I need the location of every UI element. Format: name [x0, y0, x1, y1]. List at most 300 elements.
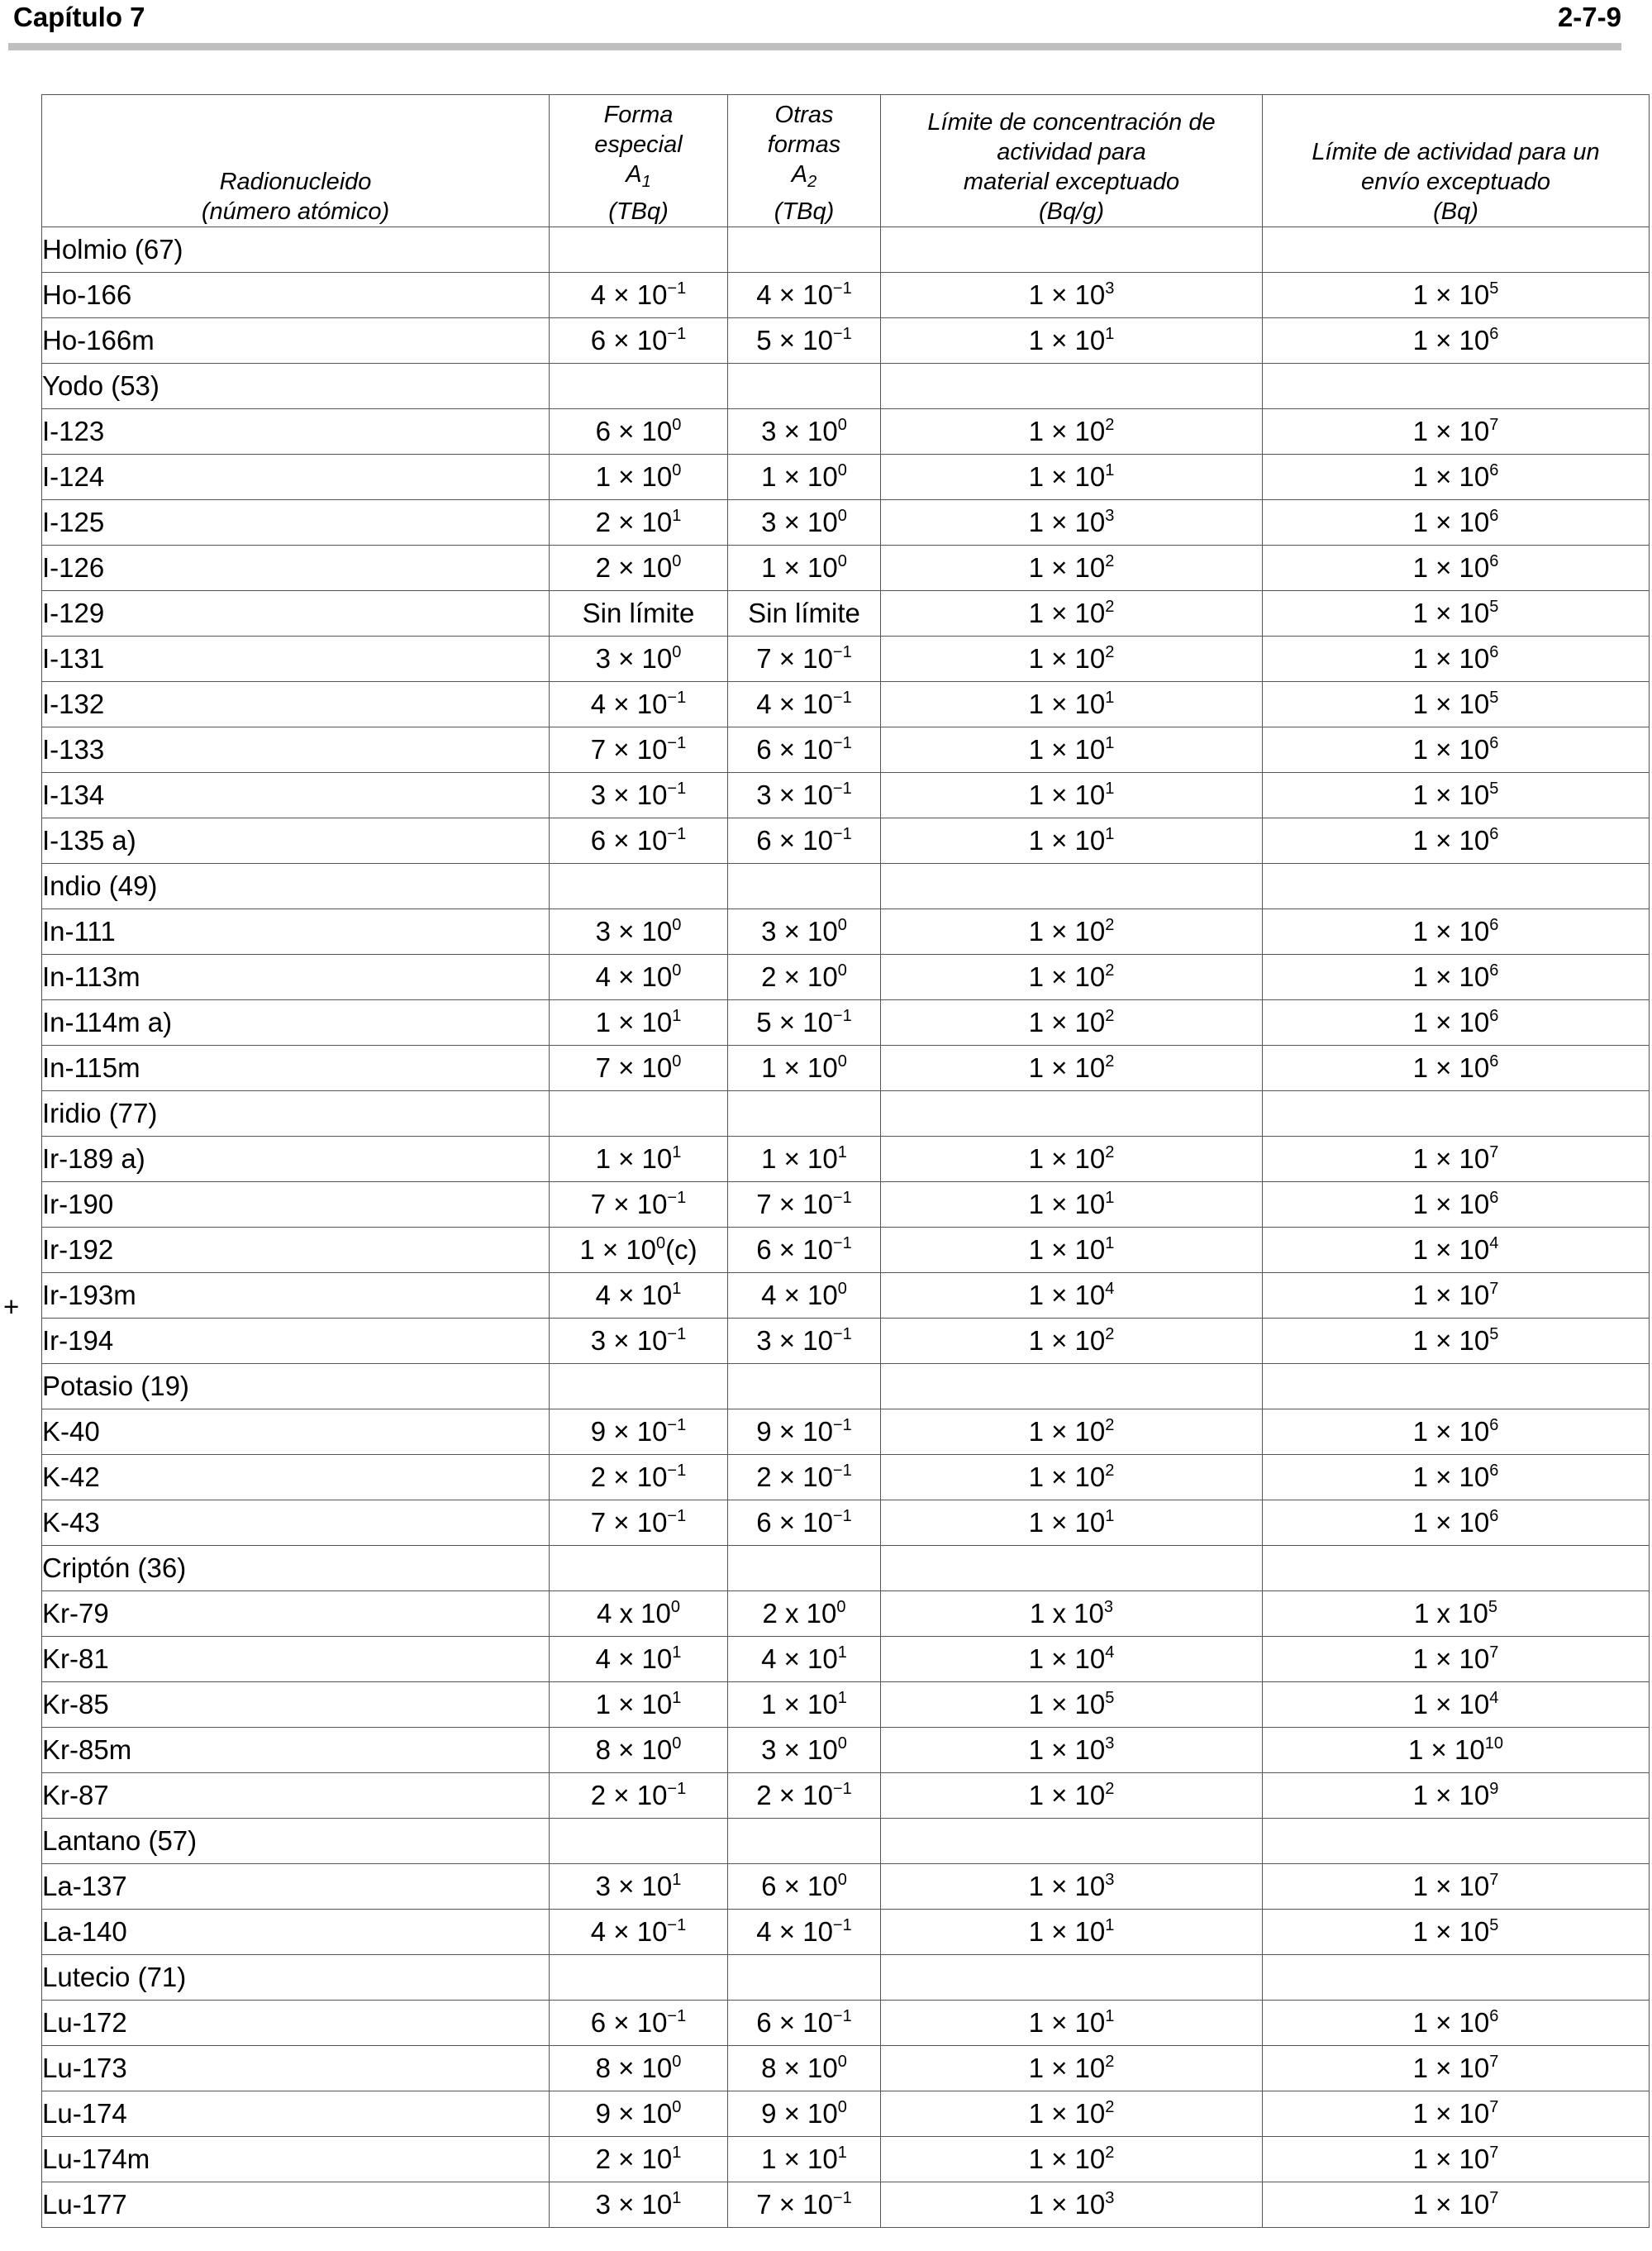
empty-cell: [728, 1364, 881, 1409]
table-row: [42, 2091, 1650, 2137]
value-exponent: −1: [832, 1507, 852, 1525]
radionuclide-table: [41, 94, 1650, 2228]
value-mantissa: 4 × 10: [756, 279, 833, 310]
a2-cell: [728, 773, 881, 818]
value-exponent: −1: [667, 689, 687, 707]
activity-cell: [1263, 455, 1650, 500]
value-exponent: 7: [1489, 2189, 1499, 2207]
empty-cell: [1263, 1819, 1650, 1864]
value-exponent: 6: [1489, 1462, 1499, 1480]
value-mantissa: 1 × 10: [1028, 2098, 1106, 2129]
empty-cell: [728, 364, 881, 409]
value-exponent: −1: [832, 2189, 852, 2207]
value-footnote: (c): [665, 1234, 697, 1265]
concentration-cell: [881, 1046, 1263, 1091]
concentration-cell: [881, 1000, 1263, 1046]
radionuclide-cell: I-124: [42, 455, 550, 500]
value-exponent: −1: [832, 734, 852, 752]
a1-cell: [550, 1500, 728, 1546]
a2-cell: [728, 909, 881, 955]
value-exponent: −1: [832, 1234, 852, 1252]
activity-cell: [1263, 2091, 1650, 2137]
concentration-cell: [881, 727, 1263, 773]
radionuclide-cell: Ir-193m: [42, 1273, 550, 1319]
table-row: [42, 2046, 1650, 2091]
value-mantissa: 1 × 10: [1412, 643, 1490, 674]
radionuclide-cell: La-140: [42, 1910, 550, 1955]
table-row: [42, 1273, 1650, 1319]
concentration-cell: [881, 1682, 1263, 1728]
radionuclide-cell: In-113m: [42, 955, 550, 1000]
concentration-cell: [881, 1409, 1263, 1455]
value-exponent: 0: [837, 461, 847, 479]
value-mantissa: 1 × 10: [1412, 1280, 1490, 1310]
value-exponent: −1: [667, 1507, 687, 1525]
value-exponent: −1: [832, 279, 852, 298]
value-mantissa: 1 × 10: [1412, 1507, 1490, 1538]
table-row: [42, 591, 1650, 637]
value-exponent: 6: [1489, 1416, 1499, 1434]
value-mantissa: 7 × 10: [590, 1189, 668, 1219]
value-exponent: 2: [1105, 1462, 1115, 1480]
table-row: [42, 1182, 1650, 1228]
radionuclide-cell: I-133: [42, 727, 550, 773]
table-row: [42, 1137, 1650, 1182]
value-mantissa: 1 × 10: [1028, 1871, 1106, 1901]
value-exponent: 0: [672, 416, 682, 434]
empty-cell: [728, 1091, 881, 1137]
value-mantissa: 1 × 10: [1412, 2189, 1490, 2220]
radionuclide-cell: Lu-177: [42, 2182, 550, 2228]
activity-cell: [1263, 1637, 1650, 1682]
a2-cell: [728, 546, 881, 591]
value-exponent: 1: [672, 1280, 682, 1298]
value-exponent: 0: [837, 1734, 847, 1753]
concentration-cell: [881, 1182, 1263, 1228]
concentration-cell: [881, 2091, 1263, 2137]
value-mantissa: 1 × 10: [1412, 689, 1490, 719]
col-header-concentration-limit: Límite de concentración de actividad para material exceptuado (Bq/g): [881, 95, 1263, 227]
value-mantissa: 1 × 10: [1028, 1325, 1106, 1356]
a2-cell: [728, 727, 881, 773]
value-mantissa: 1 × 10: [1028, 1916, 1106, 1947]
empty-cell: [881, 1819, 1263, 1864]
value-mantissa: 1 × 10: [1028, 2144, 1106, 2174]
empty-cell: [550, 1819, 728, 1864]
value-exponent: 0: [837, 1280, 847, 1298]
value-mantissa: 1 × 10: [1028, 1280, 1106, 1310]
value-exponent: 7: [1489, 2053, 1499, 2071]
radionuclide-cell: I-123: [42, 409, 550, 455]
value-mantissa: 1 × 10: [1412, 2007, 1490, 2038]
value-exponent: 6: [1489, 825, 1499, 843]
a2-cell: [728, 2091, 881, 2137]
value-exponent: 6: [1489, 507, 1499, 525]
value-exponent: 0: [672, 1734, 682, 1753]
table-row: [42, 1409, 1650, 1455]
activity-cell: [1263, 1228, 1650, 1273]
value-mantissa: 1 × 10: [1028, 916, 1106, 947]
empty-cell: [1263, 1364, 1650, 1409]
a1-cell: [550, 1773, 728, 1819]
table-row: [42, 1228, 1650, 1273]
table-row: [42, 1637, 1650, 1682]
value-exponent: 1: [837, 1643, 847, 1662]
col-header-other-forms-a2: Otras formas $A_2$ (TBq): [728, 95, 881, 227]
table-row: [42, 1046, 1650, 1091]
empty-cell: [550, 864, 728, 909]
value-mantissa: 1 × 10: [1412, 325, 1490, 355]
concentration-cell: [881, 1273, 1263, 1319]
activity-cell: [1263, 2137, 1650, 2182]
concentration-cell: [881, 909, 1263, 955]
value-mantissa: 3 × 10: [590, 780, 668, 810]
a1-cell: [550, 2046, 728, 2091]
value-exponent: −1: [667, 279, 687, 298]
value-mantissa: 1 × 10: [1028, 1234, 1106, 1265]
concentration-cell: [881, 2182, 1263, 2228]
table-row: [42, 727, 1650, 773]
value-mantissa: 1 × 10: [1028, 961, 1106, 992]
value-mantissa: 3 × 10: [595, 643, 673, 674]
radionuclide-cell: In-111: [42, 909, 550, 955]
value-mantissa: 9 × 10: [590, 1416, 668, 1447]
a2-cell: [728, 1137, 881, 1182]
a2-cell: [728, 2001, 881, 2046]
radionuclide-cell: I-131: [42, 637, 550, 682]
element-group-label: Yodo (53): [42, 364, 550, 409]
a2-cell: [728, 318, 881, 364]
concentration-cell: [881, 500, 1263, 546]
value-exponent: 0: [672, 2098, 682, 2116]
value-mantissa: 9 × 10: [756, 1416, 833, 1447]
value-exponent: −1: [832, 1189, 852, 1207]
value-mantissa: 1 × 10: [1412, 1416, 1490, 1447]
empty-cell: [550, 1546, 728, 1591]
value-exponent: 0: [672, 2053, 682, 2071]
value-exponent: 1: [1105, 825, 1115, 843]
empty-cell: [881, 1364, 1263, 1409]
value-exponent: 2: [1105, 961, 1115, 980]
value-mantissa: 6 × 10: [595, 416, 673, 446]
table-row: [42, 818, 1650, 864]
value-mantissa: 3 × 10: [761, 916, 838, 947]
value-exponent: 0: [837, 1871, 847, 1889]
value-mantissa: 7 × 10: [590, 1507, 668, 1538]
value-mantissa: 5 × 10: [756, 325, 833, 355]
activity-cell: [1263, 546, 1650, 591]
value-mantissa: 1 × 10: [1412, 916, 1490, 947]
a1-cell: [550, 318, 728, 364]
value-mantissa: 5 × 10: [756, 1007, 833, 1037]
table-row: [42, 1910, 1650, 1955]
activity-cell: [1263, 1000, 1650, 1046]
a1-cell: [550, 818, 728, 864]
page-header: [13, 0, 1621, 38]
a1-cell: [550, 273, 728, 318]
value-exponent: 1: [1105, 1189, 1115, 1207]
table-row: [42, 1000, 1650, 1046]
value-mantissa: Sin límite: [748, 598, 860, 628]
value-exponent: 1: [837, 2144, 847, 2162]
element-group-label: Criptón (36): [42, 1546, 550, 1591]
table-row: [42, 1682, 1650, 1728]
value-exponent: 2: [1105, 416, 1115, 434]
a1-cell: [550, 1728, 728, 1773]
value-mantissa: 1 × 10: [1028, 2007, 1106, 2038]
radionuclide-cell: Lu-174m: [42, 2137, 550, 2182]
value-mantissa: 1 × 10: [1028, 825, 1106, 856]
empty-cell: [1263, 1091, 1650, 1137]
activity-cell: [1263, 1182, 1650, 1228]
value-mantissa: 6 × 10: [590, 825, 668, 856]
value-mantissa: 1 × 10: [1028, 780, 1106, 810]
value-exponent: 6: [1489, 1189, 1499, 1207]
value-exponent: 7: [1489, 1871, 1499, 1889]
table-row: [42, 637, 1650, 682]
value-mantissa: 1 × 10: [1412, 1462, 1490, 1492]
value-mantissa: 4 × 10: [761, 1643, 838, 1674]
value-mantissa: 4 x 10: [596, 1598, 671, 1629]
a1-cell: [550, 909, 728, 955]
value-exponent: 1: [672, 507, 682, 525]
empty-cell: [550, 1955, 728, 2001]
value-exponent: 2: [1105, 1416, 1115, 1434]
value-mantissa: 6 × 10: [756, 2007, 833, 2038]
element-group-label: Potasio (19): [42, 1364, 550, 1409]
activity-cell: [1263, 1455, 1650, 1500]
concentration-cell: [881, 2046, 1263, 2091]
concentration-cell: [881, 1228, 1263, 1273]
value-mantissa: 2 × 10: [590, 1780, 668, 1810]
empty-cell: [881, 364, 1263, 409]
radionuclide-cell: In-114m a): [42, 1000, 550, 1046]
value-exponent: 2: [1105, 916, 1115, 934]
value-mantissa: 1 × 10: [1028, 689, 1106, 719]
value-mantissa: 1 × 10: [761, 461, 838, 492]
value-exponent: 2: [1105, 2098, 1115, 2116]
value-mantissa: 3 × 10: [590, 1325, 668, 1356]
value-exponent: 1: [1105, 734, 1115, 752]
value-exponent: 5: [1489, 598, 1499, 616]
concentration-cell: [881, 818, 1263, 864]
value-mantissa: 1 × 10: [761, 2144, 838, 2174]
value-mantissa: 4 × 10: [590, 279, 668, 310]
value-mantissa: 1 × 10: [1028, 643, 1106, 674]
activity-cell: [1263, 1910, 1650, 1955]
value-exponent: 1: [1105, 325, 1115, 343]
value-mantissa: 3 × 10: [595, 1871, 673, 1901]
activity-cell: [1263, 2001, 1650, 2046]
value-mantissa: 2 × 10: [756, 1462, 833, 1492]
a2-cell: [728, 818, 881, 864]
value-exponent: 0: [837, 507, 847, 525]
a2-cell: [728, 1182, 881, 1228]
value-exponent: 1: [1105, 461, 1115, 479]
value-mantissa: 6 × 10: [756, 825, 833, 856]
value-mantissa: 3 × 10: [595, 2189, 673, 2220]
value-exponent: 0: [670, 1598, 681, 1616]
activity-cell: [1263, 1682, 1650, 1728]
radionuclide-cell: Ir-192: [42, 1228, 550, 1273]
element-group-row: [42, 1091, 1650, 1137]
a2-cell: [728, 1409, 881, 1455]
value-exponent: 1: [672, 1689, 682, 1707]
chapter-title: Capítulo 7: [13, 2, 145, 32]
radionuclide-cell: Ho-166m: [42, 318, 550, 364]
a2-cell: [728, 1773, 881, 1819]
value-exponent: 7: [1489, 2098, 1499, 2116]
value-exponent: −1: [667, 1916, 687, 1934]
value-exponent: 5: [1489, 1916, 1499, 1934]
empty-cell: [728, 1546, 881, 1591]
value-mantissa: 1 × 10: [1408, 1734, 1485, 1765]
table-header-row: [42, 95, 1650, 227]
value-exponent: −1: [832, 825, 852, 843]
activity-cell: [1263, 1728, 1650, 1773]
value-exponent: 2: [1105, 643, 1115, 661]
value-exponent: −1: [667, 1462, 687, 1480]
value-mantissa: 2 × 10: [595, 2144, 673, 2174]
value-exponent: 6: [1489, 2007, 1499, 2025]
value-exponent: 6: [1489, 643, 1499, 661]
value-exponent: 0: [837, 1052, 847, 1071]
table-row: [42, 500, 1650, 546]
value-exponent: 0: [837, 916, 847, 934]
value-mantissa: 2 × 10: [595, 507, 673, 537]
a2-cell: [728, 2137, 881, 2182]
value-exponent: 3: [1105, 279, 1115, 298]
activity-cell: [1263, 909, 1650, 955]
value-exponent: −1: [667, 2007, 687, 2025]
a2-cell: [728, 591, 881, 637]
value-exponent: 2: [1105, 1143, 1115, 1161]
a1-cell: [550, 637, 728, 682]
activity-cell: [1263, 773, 1650, 818]
a2-cell: [728, 1728, 881, 1773]
table-row: [42, 1728, 1650, 1773]
value-exponent: 6: [1489, 734, 1499, 752]
concentration-cell: [881, 546, 1263, 591]
value-mantissa: 7 × 10: [595, 1052, 673, 1083]
a2-cell: [728, 1228, 881, 1273]
empty-cell: [550, 1364, 728, 1409]
value-mantissa: 2 × 10: [595, 552, 673, 583]
value-exponent: 1: [1105, 1234, 1115, 1252]
activity-cell: [1263, 273, 1650, 318]
a2-cell: [728, 1682, 881, 1728]
empty-cell: [881, 864, 1263, 909]
value-mantissa: 1 × 10: [1028, 2189, 1106, 2220]
element-group-label: Indio (49): [42, 864, 550, 909]
value-exponent: 5: [1105, 1689, 1115, 1707]
value-exponent: 1: [1105, 780, 1115, 798]
value-exponent: −1: [832, 1416, 852, 1434]
value-mantissa: 1 × 10: [1412, 2053, 1490, 2083]
value-exponent: −1: [832, 1780, 852, 1798]
value-mantissa: 1 × 10: [1412, 1007, 1490, 1037]
a2-cell: [728, 682, 881, 727]
activity-cell: [1263, 409, 1650, 455]
value-exponent: −1: [667, 780, 687, 798]
concentration-cell: [881, 409, 1263, 455]
value-exponent: 7: [1489, 416, 1499, 434]
value-mantissa: 1 × 10: [761, 1052, 838, 1083]
value-exponent: 1: [672, 1143, 682, 1161]
concentration-cell: [881, 773, 1263, 818]
empty-cell: [550, 227, 728, 273]
value-exponent: 0: [837, 552, 847, 570]
table-row: [42, 682, 1650, 727]
table-body: [42, 227, 1650, 2228]
value-mantissa: 1 × 10: [1028, 552, 1106, 583]
value-exponent: −1: [667, 1416, 687, 1434]
value-exponent: 0: [837, 2053, 847, 2071]
value-exponent: 0: [837, 961, 847, 980]
value-mantissa: 1 × 10: [595, 461, 673, 492]
value-exponent: 1: [672, 1643, 682, 1662]
value-exponent: 0: [836, 1598, 846, 1616]
value-mantissa: 1 × 10: [1028, 279, 1106, 310]
value-exponent: 3: [1105, 1871, 1115, 1889]
value-mantissa: 1 × 10: [579, 1234, 657, 1265]
activity-cell: [1263, 818, 1650, 864]
a1-cell: [550, 455, 728, 500]
table-row: [42, 1864, 1650, 1910]
a1-cell: [550, 1455, 728, 1500]
radionuclide-cell: I-126: [42, 546, 550, 591]
value-mantissa: 1 × 10: [1028, 416, 1106, 446]
value-exponent: 1: [672, 1007, 682, 1025]
a1-cell: [550, 1046, 728, 1091]
a1-cell: [550, 591, 728, 637]
activity-cell: [1263, 1409, 1650, 1455]
table-row: [42, 409, 1650, 455]
value-mantissa: 4 × 10: [595, 1643, 673, 1674]
value-exponent: 2: [1105, 598, 1115, 616]
activity-cell: [1263, 727, 1650, 773]
a1-cell: [550, 1319, 728, 1364]
radionuclide-cell: Ir-189 a): [42, 1137, 550, 1182]
value-mantissa: 6 × 10: [756, 1234, 833, 1265]
value-mantissa: 1 × 10: [1412, 2098, 1490, 2129]
table-row: [42, 318, 1650, 364]
value-exponent: −1: [667, 734, 687, 752]
value-mantissa: 1 × 10: [595, 1007, 673, 1037]
value-exponent: 1: [1105, 1916, 1115, 1934]
element-group-row: [42, 1364, 1650, 1409]
empty-cell: [728, 1955, 881, 2001]
activity-cell: [1263, 1500, 1650, 1546]
value-mantissa: 1 × 10: [1028, 1416, 1106, 1447]
concentration-cell: [881, 1319, 1263, 1364]
value-mantissa: 1 × 10: [1028, 1007, 1106, 1037]
a1-cell: [550, 682, 728, 727]
value-mantissa: 3 × 10: [761, 507, 838, 537]
value-mantissa: 9 × 10: [595, 2098, 673, 2129]
a1-cell: [550, 727, 728, 773]
value-mantissa: 1 × 10: [1412, 279, 1490, 310]
table-row: [42, 1773, 1650, 1819]
a1-cell: [550, 1137, 728, 1182]
value-mantissa: 1 × 10: [1028, 1643, 1106, 1674]
value-mantissa: 7 × 10: [756, 2189, 833, 2220]
value-exponent: 5: [1489, 689, 1499, 707]
value-exponent: 0: [837, 2098, 847, 2116]
value-exponent: −1: [832, 1007, 852, 1025]
value-mantissa: 1 × 10: [761, 1143, 838, 1174]
value-exponent: 0: [672, 461, 682, 479]
